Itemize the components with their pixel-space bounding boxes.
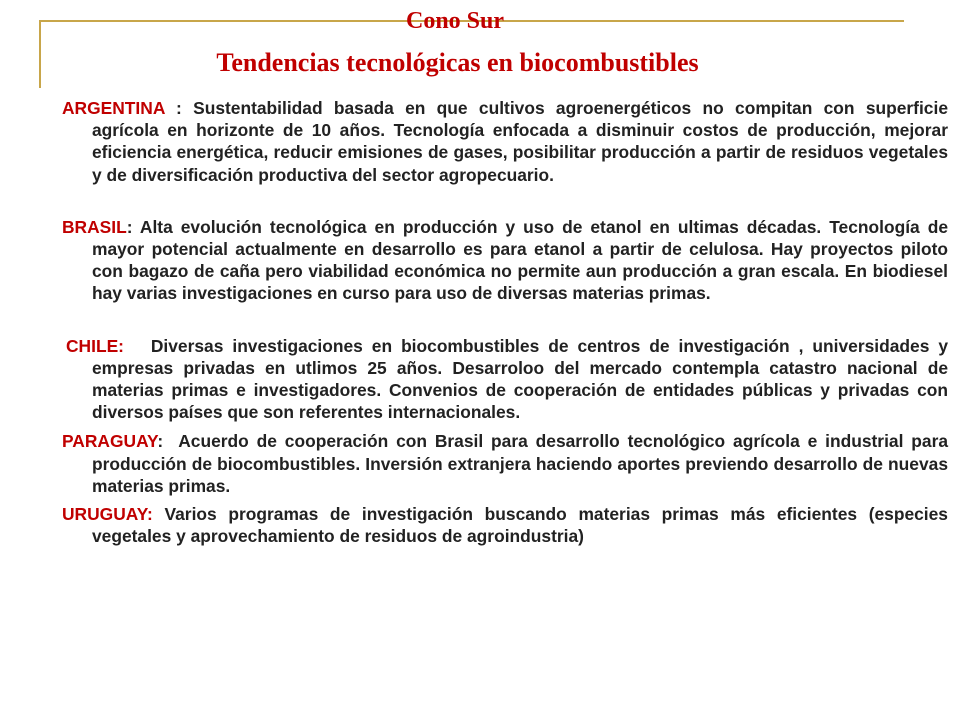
paragraph-text-brasil: Alta evolución tecnológica en producción y uso de etanol en ultimas décadas. Tecnología de mayor potencial actualmente en desarrollo es para etanol a partir de celulosa. Hay proyectos piloto con bagazo de caña pero viabilidad económica no permite aun producción a gran escala. En biodiesel hay varias investigaciones en curso para uso de diversas materias primas. bbox=[92, 216, 948, 304]
paragraph-text-argentina: Sustentabilidad basada en que cultivos agroenergéticos no compitan con superficie agrícola en horizonte de 10 años. Tecnología enfocada a disminuir costos de producción, mejorar eficiencia energética, reducir emisiones de gases, posibilitar producción a partir de residuos vegetales y de diversificación productiva del sector agropecuario. bbox=[92, 98, 948, 185]
country-label-uruguay: URUGUAY: bbox=[62, 504, 153, 525]
slide-title bbox=[0, 6, 960, 80]
separator-paraguay: : bbox=[157, 431, 179, 452]
paragraph-chile bbox=[62, 335, 948, 424]
paragraph-uruguay bbox=[62, 503, 948, 547]
paragraph-text-uruguay: Varios programas de investigación buscando materias primas más eficientes (especies vegetales y aprovechamiento de residuos de agroindustria) bbox=[92, 504, 948, 547]
separator-brasil: : bbox=[126, 216, 140, 237]
separator-chile bbox=[124, 336, 151, 356]
title-line-2: Tendencias tecnológicas en biocombustibles bbox=[216, 48, 699, 77]
paragraph-text-chile: Diversas investigaciones en biocombustibles de centros de investigación , universidades y empresas privadas en utlimos 25 años. Desarroloo del mercado contempla catastro nacional de materias primas e investigadores. Convenios de cooperación de entidades públicas y privadas con diversos países que son referentes internacionales. bbox=[92, 335, 948, 423]
paragraph-text-paraguay: Acuerdo de cooperación con Brasil para desarrollo tecnológico agrícola e industrial para producción de biocombustibles. Inversión extranjera haciendo aportes previendo desarrollo de nuevas materias primas. bbox=[92, 431, 949, 496]
slide-body bbox=[62, 97, 948, 547]
paragraph-paraguay bbox=[62, 430, 948, 497]
paragraph-argentina bbox=[62, 97, 948, 186]
country-label-brasil: BRASIL bbox=[62, 216, 127, 237]
separator-argentina: : bbox=[164, 98, 194, 118]
separator-uruguay bbox=[153, 504, 165, 524]
country-label-paraguay: PARAGUAY bbox=[62, 431, 158, 452]
paragraph-brasil bbox=[62, 216, 948, 305]
country-label-argentina: ARGENTINA bbox=[62, 98, 165, 118]
title-line-1: Cono Sur bbox=[405, 8, 505, 34]
country-label-chile: CHILE: bbox=[66, 335, 124, 356]
